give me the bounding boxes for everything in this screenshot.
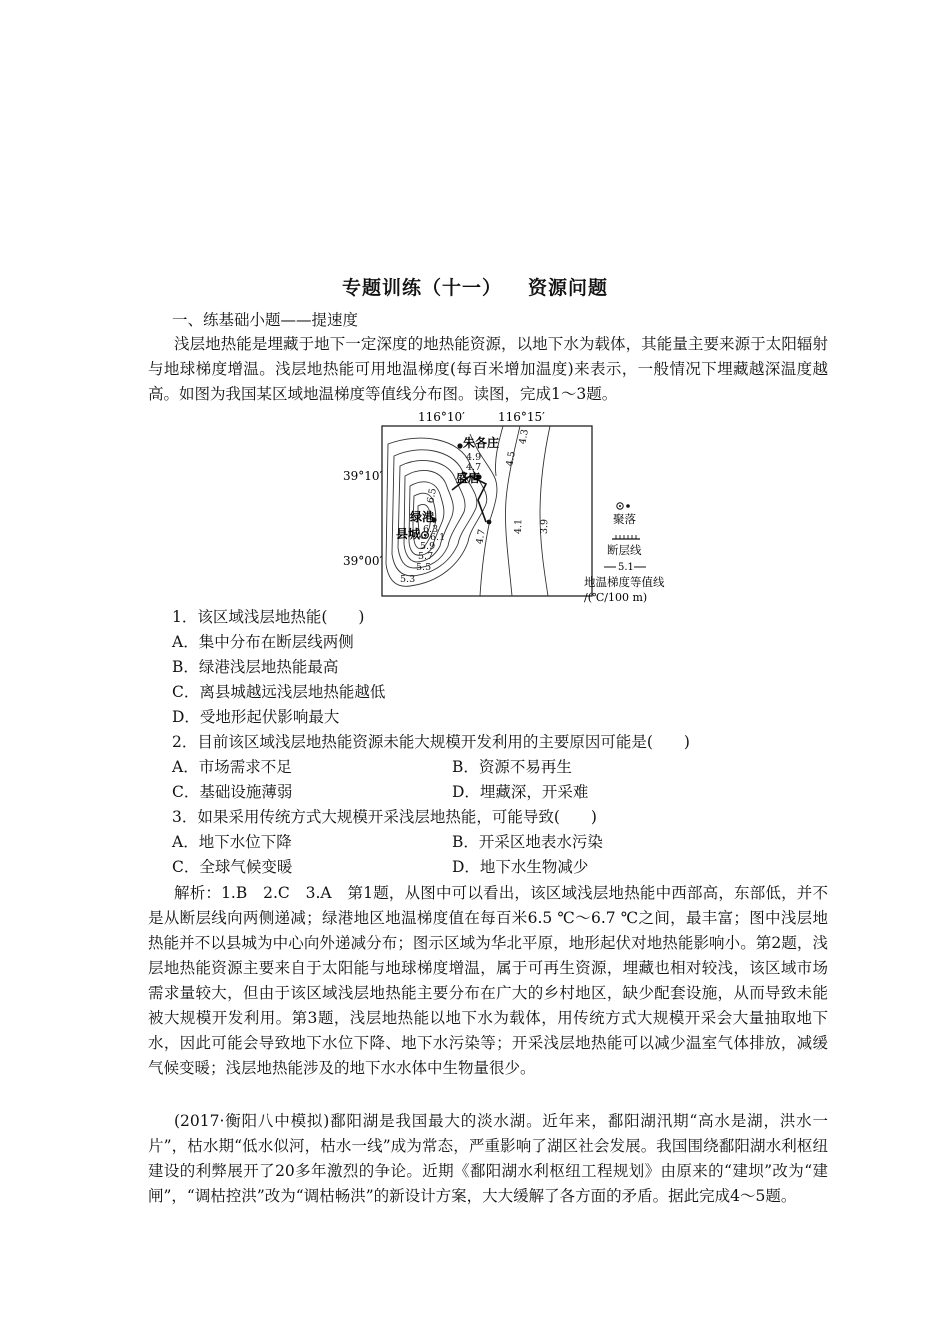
- q1-option-c: C．离县城越远浅层地热能越低: [172, 683, 386, 701]
- contour-label-4-9: 4.9: [466, 452, 482, 463]
- place-county: 县城: [396, 527, 421, 541]
- place-shengtang: 盛唐: [456, 471, 481, 485]
- contour-label-5-9: 5.9: [420, 541, 436, 552]
- question-2-stem: 2．目前该区域浅层地热能资源未能大规模开发利用的主要原因可能是( ): [172, 733, 690, 751]
- q3-option-b: B．开采区地表水污染: [452, 833, 603, 851]
- q3-option-d: D．地下水生物减少: [452, 858, 589, 876]
- section-heading: 一、练基础小题——提速度: [172, 311, 359, 329]
- q2-option-a: A．市场需求不足: [172, 758, 292, 776]
- intro-paragraph: 浅层地热能是埋藏于地下一定深度的地热能资源，以地下水为载体，其能量主要来源于太阳辐射与地球梯度增温。浅层地热能可用地温梯度(每百米增加温度)来表示，一般情况下埋藏越深温度越高。如图为我国某区域地温梯度等值线分布图。读图，完成1～3题。: [148, 335, 828, 403]
- place-zhugezhuang: 朱各庄: [463, 436, 500, 450]
- legend-fault-label: 断层线: [607, 543, 642, 557]
- map-legend: [584, 503, 665, 604]
- q1-option-d: D．受地形起伏影响最大: [172, 708, 340, 726]
- q2-option-c: C．基础设施薄弱: [172, 783, 293, 801]
- contour-label-6-3: 6.3: [423, 524, 439, 535]
- q1-option-a: A．集中分布在断层线两侧: [172, 633, 354, 651]
- place-lvgang: 绿港: [410, 510, 435, 524]
- q2-option-b: B．资源不易再生: [452, 758, 572, 776]
- geothermal-gradient-map: [0, 404, 950, 604]
- contour-label-6-5: 6.5: [425, 487, 439, 505]
- q3-option-c: C．全球气候变暖: [172, 858, 293, 876]
- settlement-east-dot: [487, 520, 492, 525]
- q1-option-b: B．绿港浅层地热能最高: [172, 658, 339, 676]
- title-part2: 资源问题: [528, 277, 609, 299]
- contour-label-5-7: 5.7: [418, 551, 434, 562]
- legend-contour-value: 5.1: [618, 562, 634, 573]
- contour-label-3-9: 3.9: [538, 518, 551, 535]
- question-1-stem: 1．该区域浅层地热能( ): [172, 608, 365, 626]
- question-3-stem: 3．如果采用传统方式大规模开采浅层地热能，可能导致( ): [172, 808, 597, 826]
- contour-label-5-3: 5.3: [400, 574, 416, 585]
- lon-right-label: 116°15′: [498, 410, 545, 424]
- q2-option-d: D．埋藏深，开采难: [452, 783, 589, 801]
- contour-label-4-7-b: 4.7: [474, 528, 488, 546]
- legend-settlement-dot: [619, 505, 621, 507]
- settlement-zhugezhuang-dot: [457, 443, 462, 448]
- legend-settlement-label: 聚落: [613, 512, 636, 526]
- lat-bottom-label: 39°00′: [343, 554, 383, 568]
- contour-label-4-5: 4.5: [504, 450, 518, 468]
- title-part1: 专题训练（十一）: [341, 277, 502, 299]
- legend-settlement-dot2: [626, 504, 630, 508]
- contour-label-4-7-a: 4.7: [466, 462, 482, 473]
- page-title: [0, 273, 950, 300]
- contour-label-5-5: 5.5: [416, 562, 432, 573]
- legend-unit-label: /(℃/100 m): [584, 591, 648, 604]
- next-intro-paragraph: (2017·衡阳八中模拟)鄱阳湖是我国最大的淡水湖。近年来，鄱阳湖汛期“高水是湖，洪水一片”，枯水期“低水似河，枯水一线”成为常态，严重影响了湖区社会发展。我国围绕鄱阳湖水利枢纽建设的利弊展开了20多年激烈的争论。近期《鄱阳湖水利枢纽工程规划》由原来的“建坝”改为“建闸”，“调枯控洪”改为“调枯畅洪”的新设计方案，大大缓解了各方面的矛盾。据此完成4～5题。: [148, 1112, 828, 1205]
- lat-top-label: 39°10′: [343, 469, 383, 483]
- legend-contour-label: 地温梯度等值线: [584, 575, 665, 589]
- contour-label-4-1: 4.1: [512, 518, 525, 535]
- lon-left-label: 116°10′: [418, 410, 465, 424]
- contour-label-6-1: 6.1: [430, 532, 446, 543]
- analysis-paragraph: 解析：1.B 2.C 3.A 第1题，从图中可以看出，该区域浅层地热能中西部高，东部低，并不是从断层线向两侧递减；绿港地区地温梯度值在每百米6.5 ℃～6.7 ℃之间，最丰富；图中浅层地热能并不以县城为中心向外递减分布；图示区域为华北平原，地形起伏对地热能影响小。第2题，浅层地热能资源主要来自于太阳能与地球梯度增温，属于可再生资源，埋藏也相对较浅，该区域市场需求量较大，但由于该区域浅层地热能主要分布在广大的乡村地区，缺少配套设施，从而导致未能被大规模开发利用。第3题，浅层地热能以地下水为载体，用传统方式大规模开采会大量抽取地下水，因此可能会导致地下水位下降、地下水污染等；开采浅层地热能可以减少温室气体排放，减缓气候变暖；浅层地热能涉及的地下水水体中生物量很少。: [148, 884, 828, 1077]
- q3-option-a: A．地下水位下降: [172, 833, 292, 851]
- contour-label-4-3: 4.3: [517, 428, 531, 446]
